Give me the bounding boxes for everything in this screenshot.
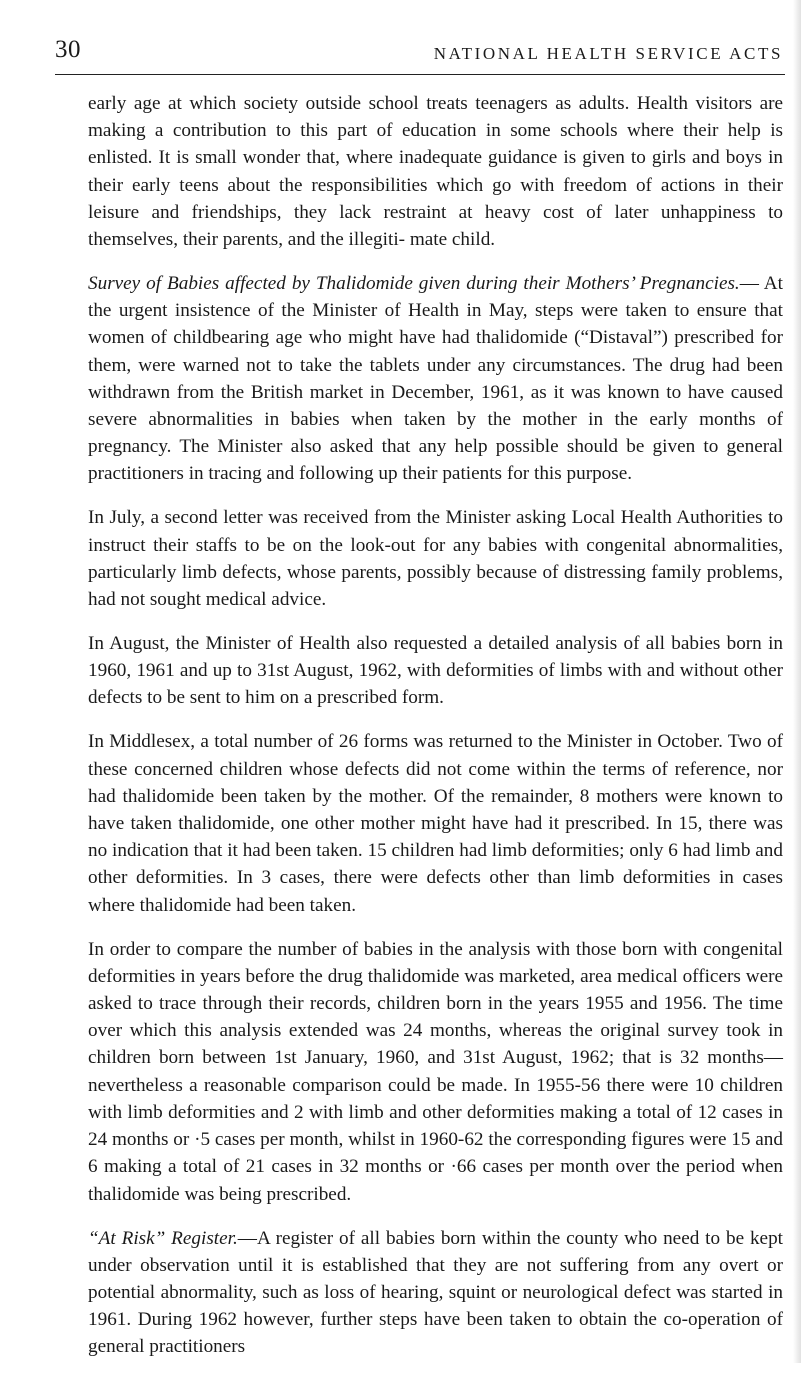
paragraph-text: In August, the Minister of Health also requested a detailed analysis of all babies born in 1960, 1961 and up to 31st August, 1962, with deformities of limbs with and without other defects to be sent to him on a prescribed form. bbox=[88, 633, 783, 709]
section-heading: “At Risk” Register. bbox=[88, 1227, 238, 1249]
paragraph-text: early age at which society outside school treats teenagers as adults. Health visitors are making a contribution to this part of education in some schools where their help is enlisted. It is small wonder that, where inadequate guidance is given to girls and boys in their early teens about the responsibilities which go with freedom of actions in their leisure and friendships, they lack restraint at heavy cost of later unhappiness to themselves, their parents, and the illegiti- mate child. bbox=[88, 93, 783, 251]
page-header bbox=[55, 36, 785, 75]
paragraph-thalidomide-survey bbox=[88, 270, 783, 488]
page-number: 30 bbox=[55, 36, 81, 63]
section-heading: Survey of Babies affected by Thalidomide given during their Mothers’ Pregnancies. bbox=[88, 273, 740, 295]
paragraph-at-risk-register bbox=[88, 1225, 783, 1361]
running-head: NATIONAL HEALTH SERVICE ACTS bbox=[433, 44, 783, 63]
paragraph bbox=[88, 728, 783, 918]
page-edge-shadow bbox=[793, 0, 801, 1363]
paragraph bbox=[88, 630, 783, 712]
paragraph bbox=[88, 936, 783, 1208]
paragraph bbox=[88, 504, 783, 613]
body-text bbox=[88, 90, 783, 1377]
paragraph bbox=[88, 90, 783, 253]
paragraph-text: In July, a second letter was received from the Minister asking Local Health Authorities to instruct their staffs to be on the look-out for any babies with congenital abnormalities, particularly limb defects, whose parents, possibly because of distressing family problems, had not sought medical advice. bbox=[88, 507, 783, 611]
paragraph-text: In Middlesex, a total number of 26 forms was returned to the Minister in October. Two of these concerned children whose defects did not come within the terms of reference, nor had thalidomide been taken by the mother. Of the remainder, 8 mothers were known to have taken thalidomide, one other mother might have had it prescribed. In 15, there was no indication that it had been taken. 15 children had limb deformities; only 6 had limb and other deformities. In 3 cases, there were defects other than limb deformities in cases where thalidomide had been taken. bbox=[88, 731, 783, 916]
paragraph-text: —A register of all babies born within the county who need to be kept under observation until it is established that they are not suffering from any overt or potential abnormality, such as loss of hearing, squint or neurological defect was started in 1961. During 1962 however, further steps have been taken to obtain the co-operation of general practitioners bbox=[88, 1227, 783, 1358]
paragraph-text: In order to compare the number of babies in the analysis with those born with congenital deformities in years before the drug thalidomide was marketed, area medical officers were asked to trace through their records, children born in the years 1955 and 1956. The time over which this analysis extended was 24 months, whereas the original survey took in children born between 1st January, 1960, and 31st August, 1962; that is 32 months—nevertheless a reasonable comparison could be made. In 1955-56 there were 10 children with limb deformities and 2 with limb and other deformities making a total of 12 cases in 24 months or ·5 cases per month, whilst in 1960-62 the corresponding figures were 15 and 6 making a total of 21 cases in 32 months or ·66 cases per month over the period when thalidomide was being prescribed. bbox=[88, 938, 783, 1205]
paragraph-text: — At the urgent insistence of the Minister of Health in May, steps were taken to ensure that women of childbearing age who might have had thalidomide (“Distaval”) prescribed for them, were warned not to take the tablets under any circumstances. The drug had been withdrawn from the British market in December, 1961, as it was known to have caused severe abnormalities in babies when taken by the mother in the early months of pregnancy. The Minister also asked that any help possible should be given to general practitioners in tracing and following up their patients for this purpose. bbox=[88, 273, 783, 485]
